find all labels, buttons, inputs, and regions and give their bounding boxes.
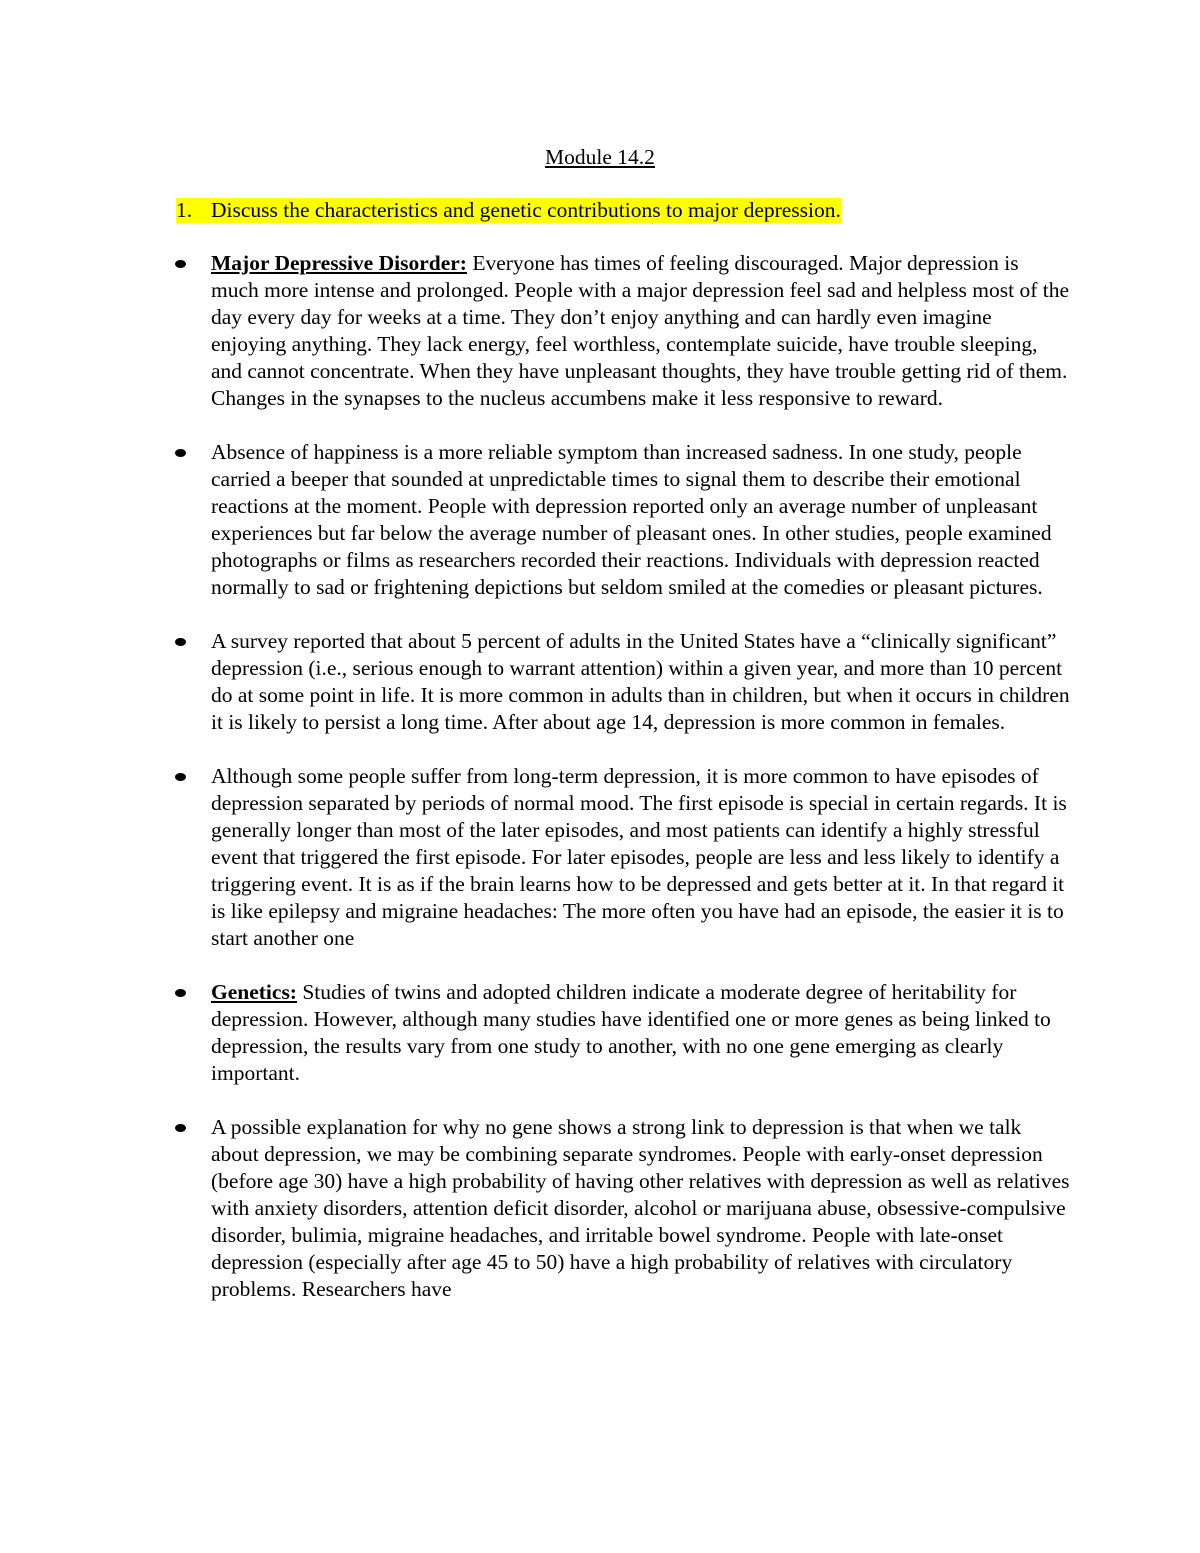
bullet-text: Everyone has times of feeling discouraged. Major depression is much more intense and prolonged. People with a major depression feel sad and helpless most of the day every day for weeks at a time. They don’t enjoy anything and can hardly even imagine enjoying anything. They lack energy, feel worthless, contemplate suicide, have trouble sleeping, and cannot concentrate. When they have unpleasant thoughts, they have trouble getting rid of them. Changes in the synapses to the nucleus accumbens make it less responsive to reward. bbox=[211, 251, 1069, 410]
bullet-text: A possible explanation for why no gene shows a strong link to depression is that when we talk about depression, we may be combining separate syndromes. People with early-onset depression (before age 30) have a high probability of having other relatives with depression as well as relatives with anxiety disorders, attention deficit disorder, alcohol or marijuana abuse, obsessive-compulsive disorder, bulimia, migraine headaches, and irritable bowel syndrome. People with late-onset depression (especially after age 45 to 50) have a high probability of relatives with circulatory problems. Researchers have bbox=[211, 1115, 1070, 1301]
bullet-item-separate-syndromes bbox=[0, 1114, 1071, 1303]
highlighted-question bbox=[176, 198, 842, 223]
bullet-term: Major Depressive Disorder: bbox=[211, 251, 467, 275]
question-text: Discuss the characteristics and genetic contributions to major depression. bbox=[211, 198, 841, 222]
bullet-icon bbox=[175, 449, 186, 457]
question-item bbox=[176, 197, 842, 224]
page-title: Module 14.2 bbox=[545, 145, 655, 169]
bullet-text: Studies of twins and adopted children indicate a moderate degree of heritability for depression. However, although many studies have identified one or more genes as being linked to depression, the results vary from one study to another, with no one gene emerging as clearly important. bbox=[211, 980, 1051, 1085]
bullet-text: A survey reported that about 5 percent of adults in the United States have a “clinically significant” depression (i.e., serious enough to warrant attention) within a given year, and more than 10 percent do at some point in life. It is more common in adults than in children, but when it occurs in children it is likely to persist a long time. After about age 14, depression is more common in females. bbox=[211, 629, 1070, 734]
bullet-icon bbox=[175, 773, 186, 781]
bullet-icon bbox=[175, 638, 186, 646]
question-number: 1. bbox=[176, 198, 193, 222]
bullet-item-absence-of-happiness bbox=[0, 439, 1071, 601]
bullet-list bbox=[0, 250, 1200, 1330]
bullet-icon bbox=[175, 260, 186, 268]
bullet-item-major-depressive-disorder bbox=[0, 250, 1071, 412]
bullet-icon bbox=[175, 989, 186, 997]
bullet-icon bbox=[175, 1124, 186, 1132]
bullet-item-episodes bbox=[0, 763, 1071, 952]
bullet-item-prevalence-survey bbox=[0, 628, 1071, 736]
bullet-item-genetics bbox=[0, 979, 1071, 1087]
bullet-term: Genetics: bbox=[211, 980, 297, 1004]
bullet-text: Absence of happiness is a more reliable symptom than increased sadness. In one study, people carried a beeper that sounded at unpredictable times to signal them to describe their emotional reactions at the moment. People with depression reported only an average number of unpleasant experiences but far below the average number of pleasant ones. In other studies, people examined photographs or films as researchers recorded their reactions. Individuals with depression reacted normally to sad or frightening depictions but seldom smiled at the comedies or pleasant pictures. bbox=[211, 440, 1052, 599]
bullet-text: Although some people suffer from long-term depression, it is more common to have episodes of depression separated by periods of normal mood. The first episode is special in certain regards. It is generally longer than most of the later episodes, and most patients can identify a highly stressful event that triggered the first episode. For later episodes, people are less and less likely to identify a triggering event. It is as if the brain learns how to be depressed and gets better at it. In that regard it is like epilepsy and migraine headaches: The more often you have had an episode, the easier it is to start another one bbox=[211, 764, 1067, 950]
